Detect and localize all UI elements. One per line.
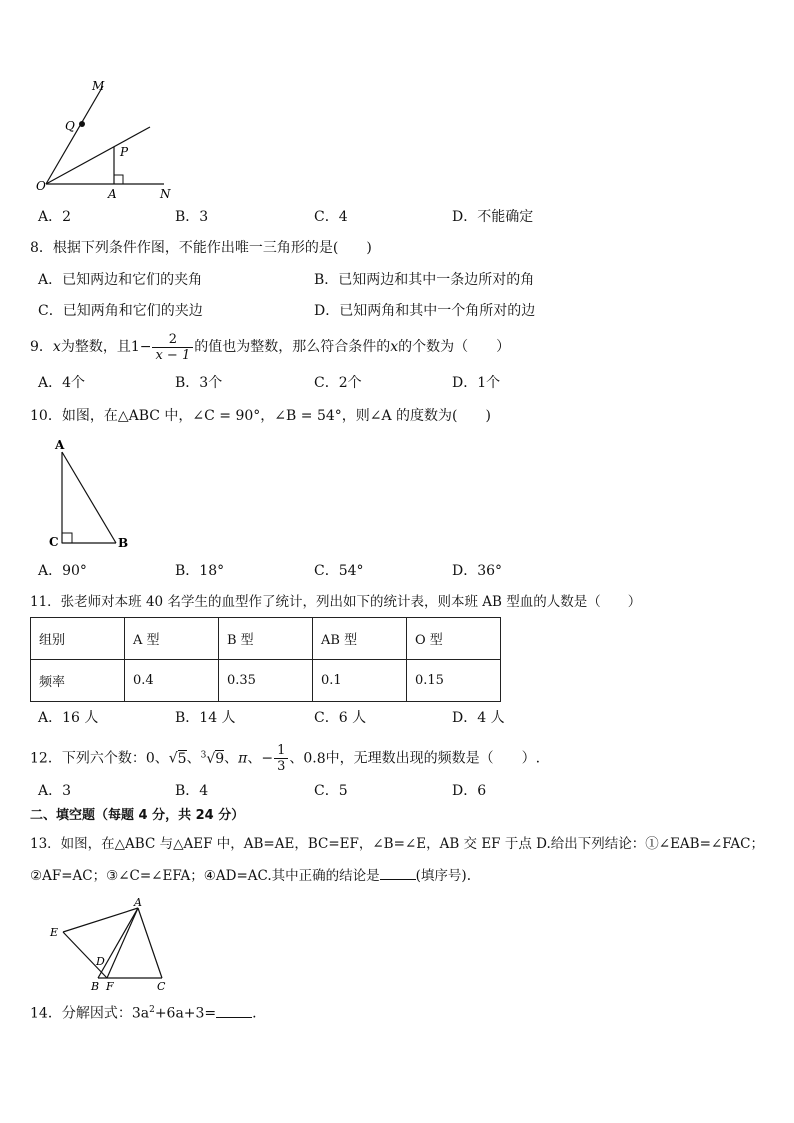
q12-cbrt9-value: 9 — [215, 750, 225, 767]
blood-type-table — [30, 617, 501, 702]
q12-fraction-numerator: 1 — [274, 743, 288, 759]
q12-text-1: 12．下列六个数：0、 — [30, 750, 169, 767]
q9-stem — [30, 328, 510, 366]
table-row — [31, 660, 501, 702]
table-cell: AB 型 — [313, 618, 407, 660]
q10-stem: 10．如图，在△ABC 中，∠C = 90°，∠B = 54°，则∠A 的度数为( ) — [30, 408, 491, 424]
q13-line-1: 13．如图，在△ABC 与△AEF 中，AB=AE，BC=EF，∠B=∠E，AB 交 EF 于点 D.给出下列结论：①∠EAB=∠FAC； — [30, 836, 764, 852]
label-q: Q — [65, 119, 75, 133]
q10-option-a[interactable]: A．90° — [38, 563, 87, 579]
q12-fraction — [274, 743, 288, 774]
ray-op — [46, 127, 150, 184]
q12-stem — [30, 737, 540, 777]
label-b: B — [91, 980, 100, 993]
label-m: M — [92, 79, 105, 93]
q12-decimal: 0. — [303, 750, 317, 767]
label-d: D — [96, 955, 105, 968]
q14-text-a: 14．分解因式：3a — [30, 1005, 150, 1022]
label-a: A — [55, 438, 65, 452]
q9-text-3: 的个数为（ ） — [398, 339, 511, 355]
q9-option-c[interactable]: C．2个 — [314, 375, 362, 391]
q9-fraction-numerator: 2 — [152, 332, 193, 348]
table-cell: 组别 — [31, 618, 125, 660]
segment-af — [107, 908, 138, 978]
q12-option-a[interactable]: A．3 — [38, 783, 72, 799]
answer-blank[interactable] — [216, 1003, 252, 1018]
q10-option-d[interactable]: D．36° — [452, 563, 503, 579]
label-n: N — [160, 187, 171, 201]
q14-text-b: +6a+3= — [154, 1005, 217, 1022]
table-cell: O 型 — [407, 618, 501, 660]
q12-repeat-digit: 8 — [316, 750, 326, 767]
q12-fraction-denominator: 3 — [277, 759, 286, 775]
q12-option-c[interactable]: C．5 — [314, 783, 348, 799]
q13-text-a: ②AF=AC；③∠C=∠EFA；④AD=AC.其中正确的结论是 — [30, 868, 380, 884]
ray-om — [46, 86, 103, 184]
q12-cbrt-index: 3 — [200, 750, 207, 760]
right-angle-mark-c — [62, 533, 72, 543]
q13-line-2 — [30, 865, 471, 885]
q11-option-a[interactable]: A．16 人 — [38, 710, 99, 726]
radical-sign: √ — [168, 750, 178, 767]
separator: 、 — [289, 750, 304, 767]
q8-option-c[interactable]: C．已知两角和它们的夹边 — [38, 303, 203, 319]
separator: 、 — [247, 750, 262, 767]
q7-option-c[interactable]: C．4 — [314, 209, 348, 225]
q9-text-1: 为整数，且1− — [60, 339, 152, 355]
table-cell: B 型 — [219, 618, 313, 660]
table-header-row — [31, 618, 501, 660]
separator: 、 — [224, 750, 239, 767]
label-o: O — [36, 179, 46, 193]
q7-option-b[interactable]: B．3 — [175, 209, 209, 225]
q11-option-d[interactable]: D．4 人 — [452, 710, 505, 726]
label-f: F — [106, 980, 114, 993]
figure-angle-mon — [30, 76, 180, 204]
q11-stem: 11．张老师对本班 40 名学生的血型作了统计，列出如下的统计表，则本班 AB 型血的人数是（ ） — [30, 594, 642, 610]
q12-option-d[interactable]: D．6 — [452, 783, 487, 799]
q9-option-d[interactable]: D．1个 — [452, 375, 501, 391]
q7-option-d[interactable]: D．不能确定 — [452, 209, 534, 225]
table-cell: 0.15 — [407, 660, 501, 702]
q12-minus: − — [261, 750, 274, 767]
segment-ac — [138, 908, 162, 978]
q12-cbrt9 — [201, 751, 225, 767]
q8-option-b[interactable]: B．已知两边和其中一条边所对的角 — [314, 272, 535, 288]
table-cell: 0.4 — [125, 660, 219, 702]
table-cell: 0.35 — [219, 660, 313, 702]
q12-text-tail: 中，无理数出现的频数是（ ）. — [325, 750, 541, 767]
q12-sqrt5 — [169, 750, 187, 767]
q9-var-x: x — [52, 339, 61, 355]
table-cell: 0.1 — [313, 660, 407, 702]
q12-pi: π — [238, 750, 248, 767]
section-title: 二、填空题（每题 4 分，共 24 分） — [30, 808, 245, 823]
q14-text-end: . — [252, 1005, 257, 1022]
label-a: A — [134, 896, 142, 909]
q9-text-2: 的值也为整数，那么符合条件的 — [194, 339, 391, 355]
q13-text-b: (填序号). — [415, 868, 471, 884]
radical-sign: √ — [206, 750, 216, 767]
q9-option-a[interactable]: A．4个 — [38, 375, 86, 391]
q9-number: 9． — [30, 339, 53, 355]
label-c: C — [157, 980, 166, 993]
figure-triangles-abc-aef — [44, 896, 180, 994]
label-c: C — [49, 535, 59, 549]
side-ab — [62, 452, 116, 543]
table-cell: 频率 — [31, 660, 125, 702]
label-a: A — [108, 187, 117, 201]
q14-stem — [30, 1001, 257, 1023]
q10-option-c[interactable]: C．54° — [314, 563, 364, 579]
q9-fraction-denominator: x − 1 — [155, 347, 191, 363]
q9-var-x-2: x — [390, 339, 399, 355]
q8-option-d[interactable]: D．已知两角和其中一个角所对的边 — [314, 303, 536, 319]
q10-option-b[interactable]: B．18° — [175, 563, 225, 579]
figure-right-triangle-abc — [44, 436, 134, 554]
q8-option-a[interactable]: A．已知两边和它们的夹角 — [38, 272, 203, 288]
right-angle-mark — [114, 175, 123, 184]
q8-stem: 8．根据下列条件作图，不能作出唯一三角形的是( ) — [30, 240, 372, 256]
q7-option-a[interactable]: A．2 — [38, 209, 72, 225]
answer-blank[interactable] — [380, 865, 416, 880]
q14-exponent: 2 — [149, 1005, 155, 1015]
q9-fraction — [152, 332, 193, 363]
label-b: B — [118, 536, 129, 550]
q11-option-b[interactable]: B．14 人 — [175, 710, 236, 726]
q11-option-c[interactable]: C．6 人 — [314, 710, 367, 726]
label-e: E — [50, 926, 59, 939]
point-q — [79, 121, 85, 127]
q12-sqrt5-value: 5 — [177, 750, 187, 767]
label-p: P — [120, 145, 129, 159]
table-cell: A 型 — [125, 618, 219, 660]
separator: 、 — [186, 750, 201, 767]
q9-option-b[interactable]: B．3个 — [175, 375, 223, 391]
q12-option-b[interactable]: B．4 — [175, 783, 209, 799]
